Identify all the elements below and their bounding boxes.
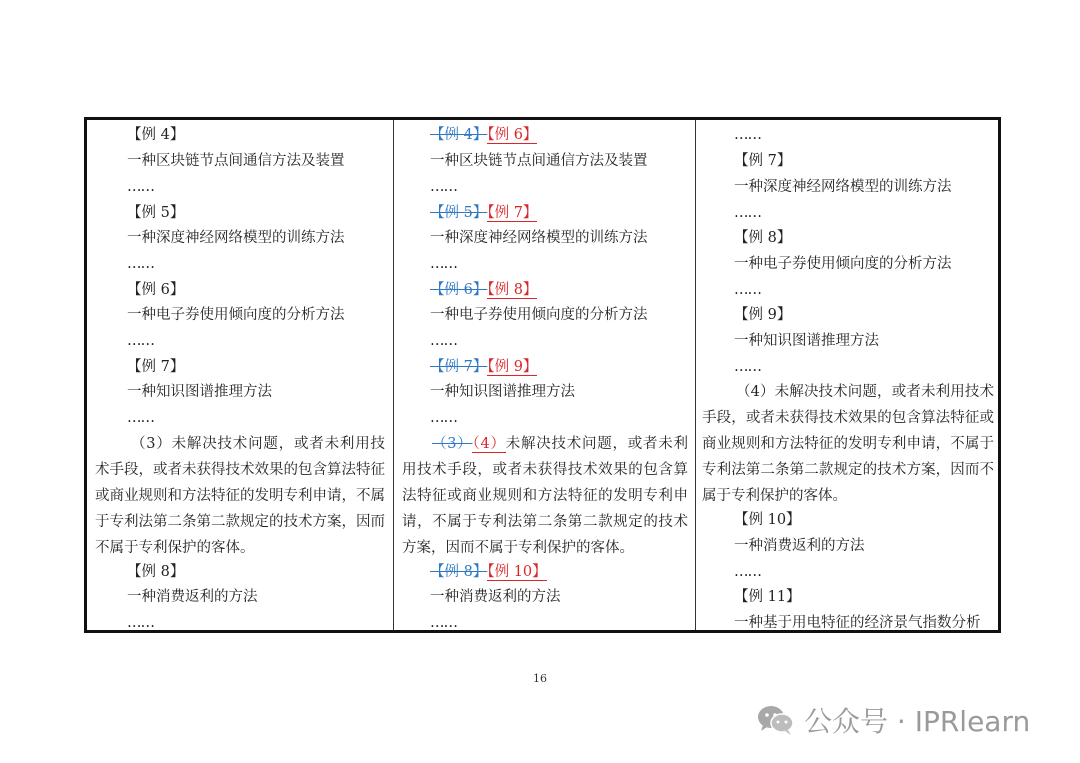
example-title: 一种消费返利的方法 [734,538,865,554]
ellipsis: …… [734,127,761,143]
wechat-icon [756,704,796,736]
revision-column [394,120,696,630]
deleted-text: 【例 7】 [430,359,488,375]
example-heading: 【例 4】 [127,127,185,143]
deleted-text: （3） [432,436,473,452]
paragraph-text: 用技术手段，或者未获得技术效果的包含算法特征或商业规则和方法特征的发明专利申请，不属于专利法第二条第二款规定的技术方案，因而不属于专利保护的客体。 [402,462,688,556]
example-title: 一种知识图谱推理方法 [430,384,575,400]
example-title: 一种知识图谱推理方法 [734,333,879,349]
example-title: 一种深度神经网络模型的训练方法 [734,179,952,195]
deleted-text: 【例 6】 [430,282,488,298]
example-heading: 【例 5】 [127,205,185,221]
ellipsis: …… [734,359,761,375]
example-heading: 【例 7】 [127,359,185,375]
example-title: 一种电子券使用倾向度的分析方法 [430,307,648,323]
watermark-text: 公众号 · IPRlearn [804,705,1031,738]
example-heading: 【例 8】 [127,564,185,580]
example-title: 一种消费返利的方法 [430,589,561,605]
ellipsis: …… [430,179,457,195]
inserted-text: 【例 10】 [487,564,547,580]
example-heading: 【例 6】 [127,282,185,298]
ellipsis: …… [127,615,154,630]
ellipsis: …… [127,333,154,349]
example-heading: 【例 9】 [734,307,792,323]
example-heading: 【例 10】 [734,512,801,528]
example-title: 一种基于用电特征的经济景气指数分析 [734,615,981,630]
ellipsis: …… [734,205,761,221]
ellipsis: …… [734,282,761,298]
example-title: 一种知识图谱推理方法 [127,384,272,400]
paragraph-3: （3）未解决技术问题，或者未利用技术手段，或者未获得技术效果的包含算法特征或商业规则和方法特征的发明专利申请，不属于专利法第二条第二款规定的技术方案，因而不属于专利保护的客体。 [95,436,385,556]
example-heading: 【例 8】 [734,230,792,246]
inserted-text: 【例 7】 [487,205,538,221]
deleted-text: 【例 8】 [430,564,488,580]
inserted-text: （4） [472,436,506,452]
example-heading: 【例 11】 [734,589,801,605]
revision-heading [430,280,537,300]
ellipsis: …… [127,179,154,195]
ellipsis: …… [734,564,761,580]
ellipsis: …… [430,410,457,426]
paragraph-4 [402,431,688,561]
deleted-text: 【例 5】 [430,205,488,221]
ellipsis: …… [127,256,154,272]
inserted-text: 【例 9】 [487,359,538,375]
original-text-column [87,120,394,630]
revised-text-column [696,120,998,630]
paragraph-text: 未解决技术问题，或者未利 [505,436,688,452]
inserted-text: 【例 8】 [487,282,538,298]
revision-heading [430,562,547,582]
inserted-text: 【例 6】 [487,127,538,143]
revision-heading [430,203,537,223]
revision-heading [430,357,537,377]
ellipsis: …… [430,256,457,272]
example-title: 一种深度神经网络模型的训练方法 [127,230,345,246]
example-title: 一种深度神经网络模型的训练方法 [430,230,648,246]
example-heading: 【例 7】 [734,153,792,169]
revision-heading [430,125,537,145]
ellipsis: …… [430,333,457,349]
ellipsis: …… [127,410,154,426]
deleted-text: 【例 4】 [430,127,488,143]
comparison-table [84,117,1001,633]
example-title: 一种消费返利的方法 [127,589,258,605]
example-title: 一种电子券使用倾向度的分析方法 [734,256,952,272]
example-title: 一种电子券使用倾向度的分析方法 [127,307,345,323]
wechat-watermark [756,700,1030,740]
page-number: 16 [533,672,547,685]
example-title: 一种区块链节点间通信方法及装置 [127,153,345,169]
ellipsis: …… [430,615,457,630]
paragraph-4: （4）未解决技术问题，或者未利用技术手段，或者未获得技术效果的包含算法特征或商业规则和方法特征的发明专利申请，不属于专利法第二条第二款规定的技术方案，因而不属于专利保护的客体。 [702,384,994,504]
example-title: 一种区块链节点间通信方法及装置 [430,153,648,169]
